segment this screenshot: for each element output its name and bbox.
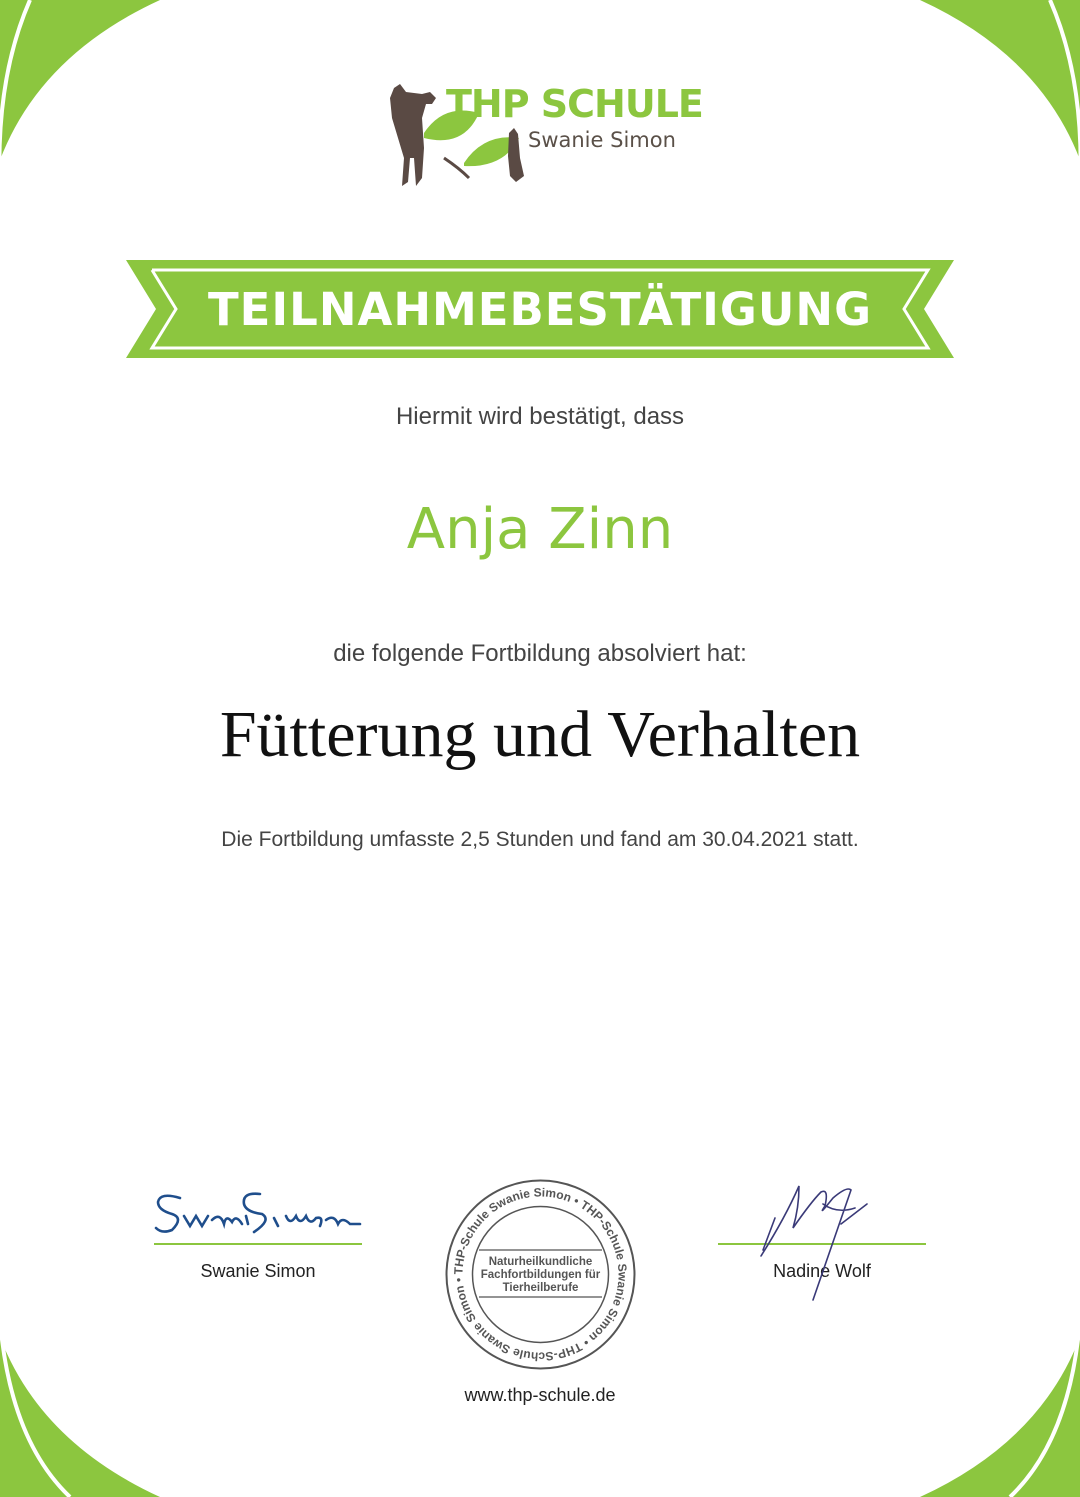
logo-title: THP SCHULE xyxy=(446,82,703,126)
course-details: Die Fortbildung umfasste 2,5 Stunden und fand am 30.04.2021 statt. xyxy=(221,828,859,851)
course-title: Fütterung und Verhalten xyxy=(219,698,861,771)
signer-name-left: Swanie Simon xyxy=(200,1261,316,1281)
svg-text:Naturheilkundliche: Naturheilkundliche xyxy=(488,1256,593,1268)
school-seal-stamp xyxy=(443,1177,638,1372)
signature-swanie-simon xyxy=(150,1180,370,1240)
svg-text:Tierheilberufe: Tierheilberufe xyxy=(502,1282,579,1294)
svg-text:Fachfortbildungen für: Fachfortbildungen für xyxy=(480,1269,601,1281)
footer-website: www.thp-schule.de xyxy=(464,1385,616,1405)
recipient-name: Anja Zinn xyxy=(406,497,674,562)
svg-text:THP-Schule Swanie Simon • THP-: THP-Schule Swanie Simon • THP-Schule Swanie Simon • THP-Schule Swanie Simon • xyxy=(451,1185,630,1364)
logo-subtitle: Swanie Simon xyxy=(528,128,676,152)
middle-text: die folgende Fortbildung absolviert hat: xyxy=(333,640,747,667)
certificate-title: TEILNAHMEBESTÄTIGUNG xyxy=(207,283,873,336)
signature-line-left xyxy=(154,1243,362,1245)
intro-text: Hiermit wird bestätigt, dass xyxy=(395,403,685,430)
signer-name-right: Nadine Wolf xyxy=(773,1261,871,1281)
signature-nadine-wolf xyxy=(755,1178,915,1303)
